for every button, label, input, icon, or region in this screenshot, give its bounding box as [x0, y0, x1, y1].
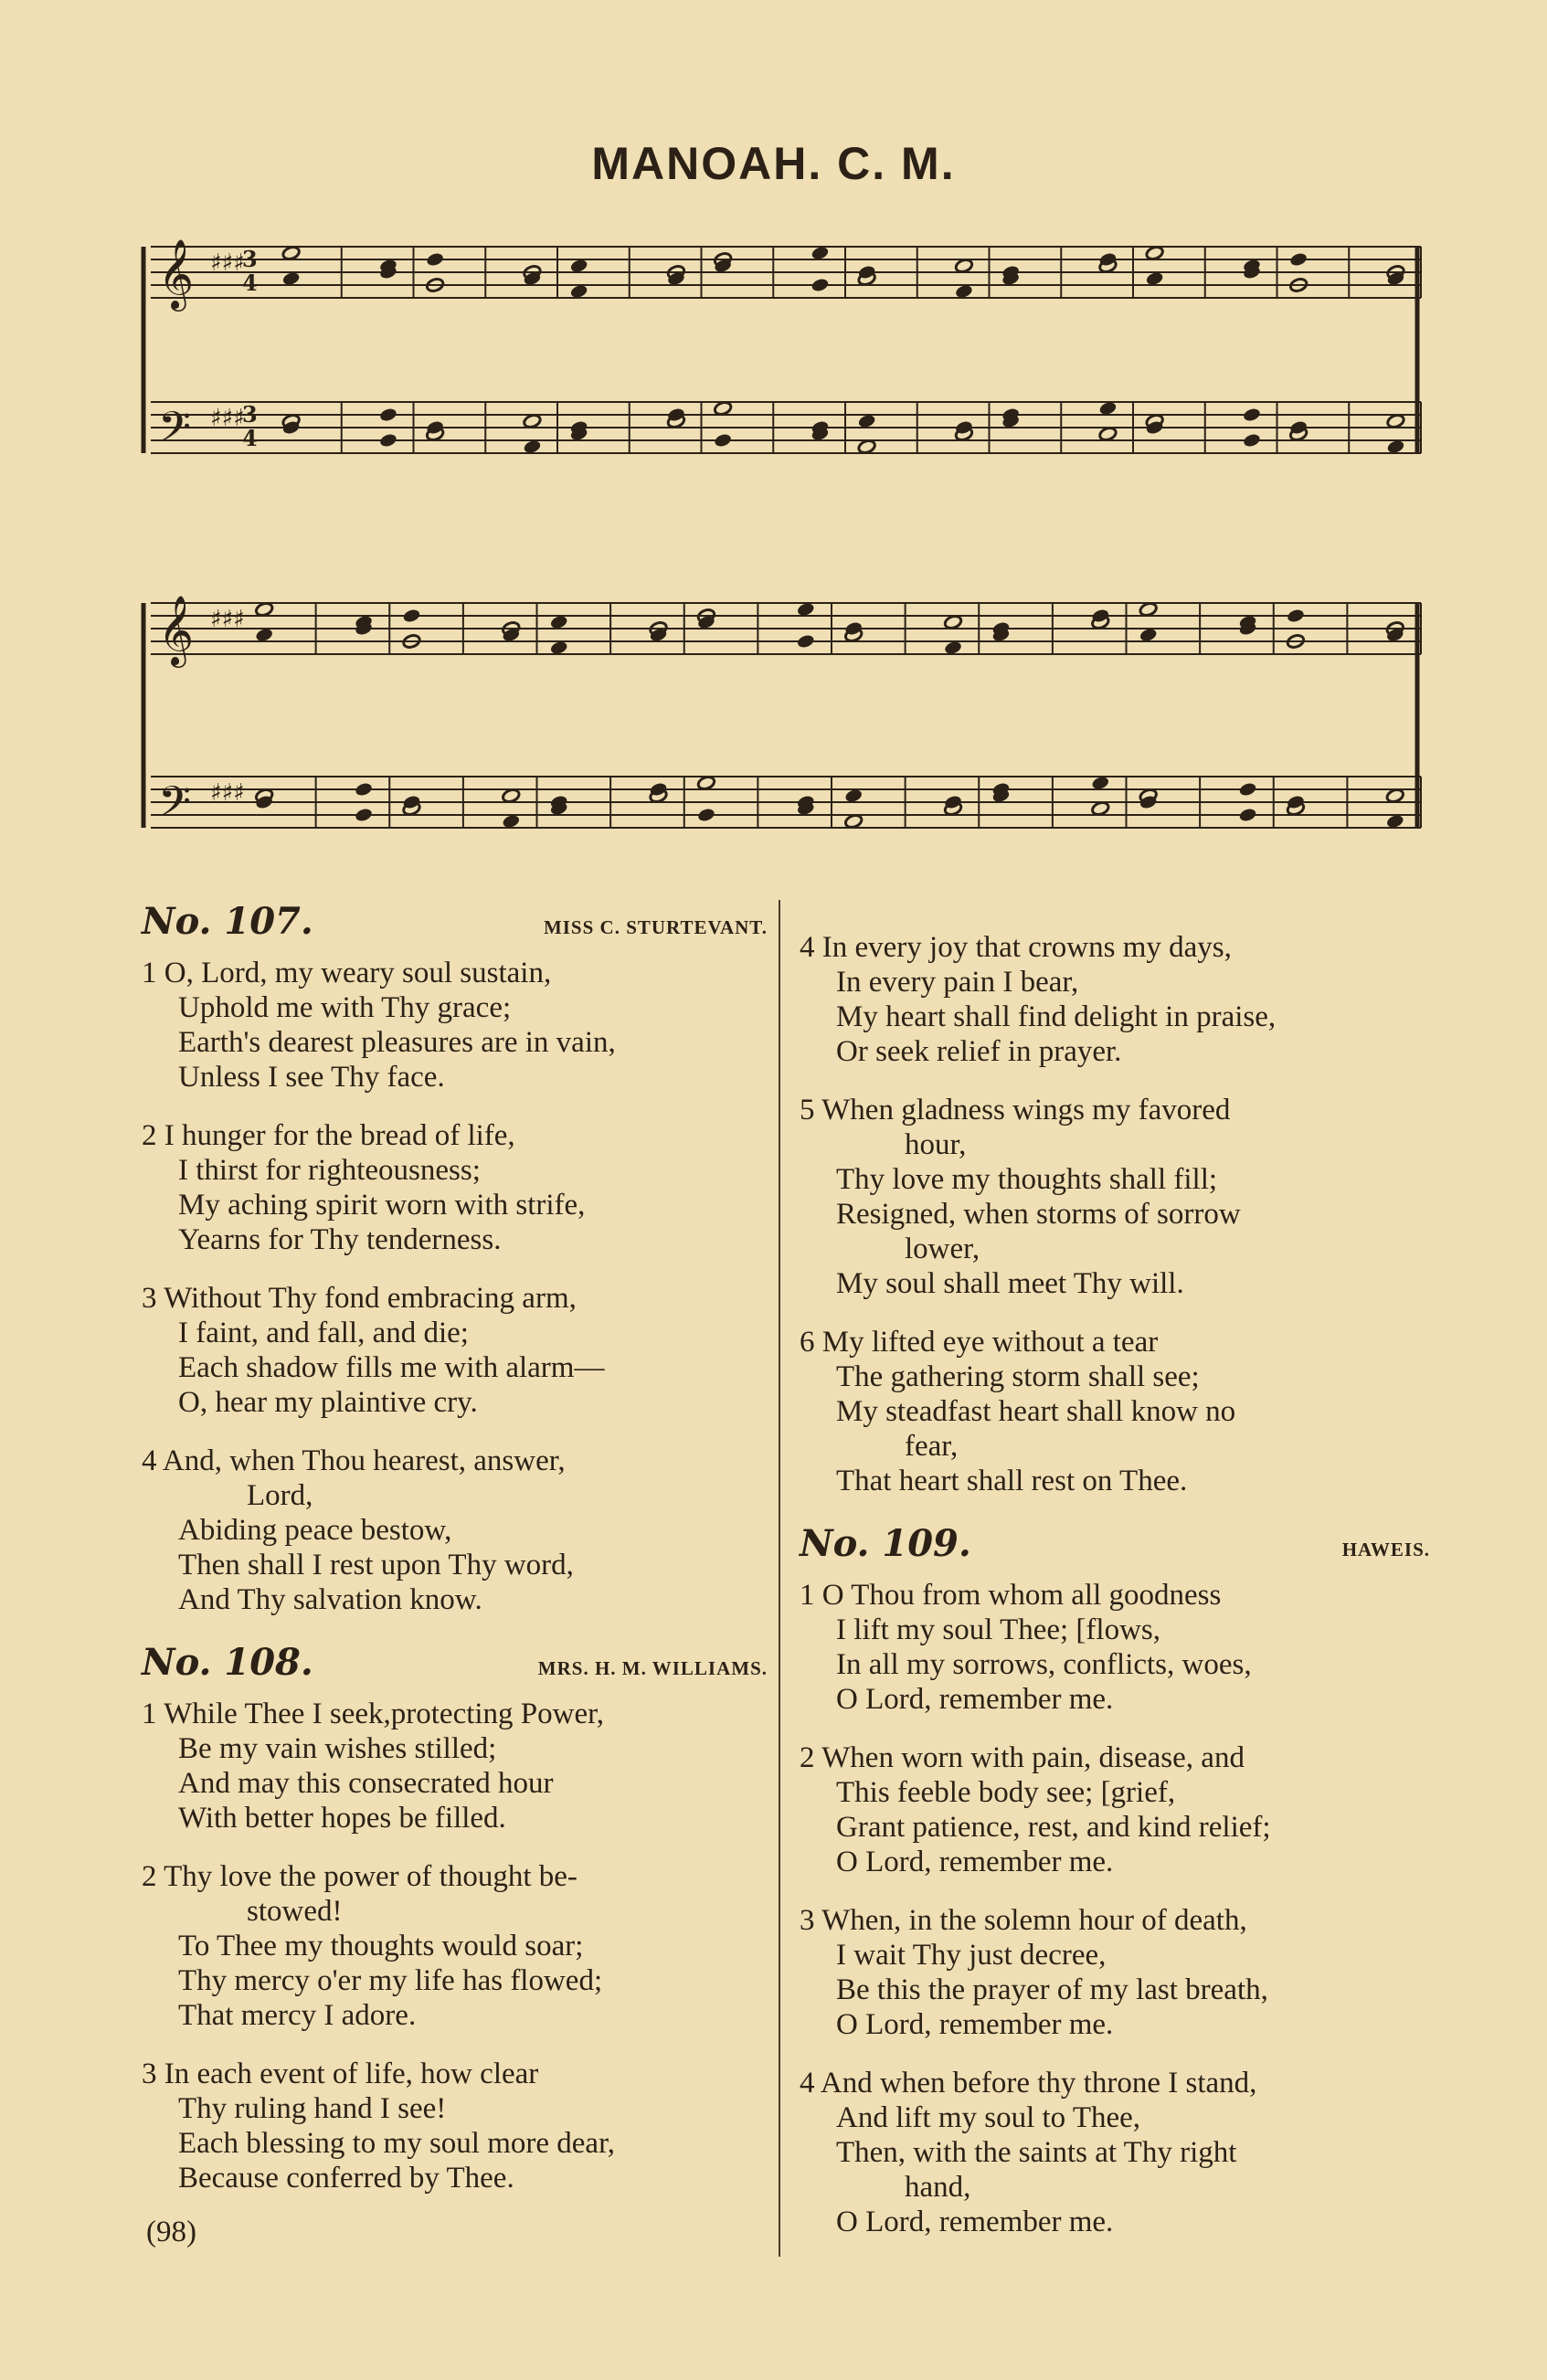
verse-line: The gathering storm shall see;	[836, 1360, 1200, 1393]
verse	[142, 956, 768, 1095]
note-head	[402, 608, 421, 623]
verse	[142, 1118, 768, 1257]
right-column	[800, 930, 1430, 2263]
verse-line: Resigned, when storms of sorrow	[836, 1198, 1241, 1231]
hymn-block	[800, 1522, 1430, 2239]
verse-line: Earth's dearest pleasures are in vain,	[178, 1026, 616, 1059]
verse-line: 2 Thy love the power of thought be-	[142, 1860, 577, 1893]
score-svg-1	[132, 210, 1430, 512]
verse-line: 5 When gladness wings my favored	[800, 1094, 1231, 1127]
hymn-heading	[142, 900, 768, 943]
svg-text:𝄞: 𝄞	[158, 595, 195, 665]
verse	[800, 1325, 1430, 1498]
verse-line: 6 My lifted eye without a tear	[800, 1326, 1159, 1359]
verse-line: Uphold me with Thy grace;	[178, 991, 512, 1024]
verse-line: Because conferred by Thee.	[178, 2162, 514, 2195]
verse-line: Each shadow fills me with alarm—	[178, 1351, 605, 1384]
note-head	[355, 781, 374, 797]
note-head	[378, 432, 397, 448]
verse-line: Be my vain wishes stilled;	[178, 1732, 497, 1765]
score-svg-2	[132, 566, 1430, 877]
verse-line: fear,	[905, 1430, 959, 1463]
verse	[800, 930, 1430, 1069]
verse-line: To Thee my thoughts would soar;	[178, 1930, 584, 1962]
verse	[800, 2066, 1430, 2239]
music-score-system-2	[132, 566, 1430, 877]
verse-line: Thy love my thoughts shall fill;	[836, 1163, 1218, 1196]
svg-text:𝄢: 𝄢	[158, 403, 192, 462]
verse-line: My steadfast heart shall know no	[836, 1395, 1236, 1428]
hymn-heading	[142, 1641, 768, 1684]
verse-line: And Thy salvation know.	[178, 1583, 482, 1616]
verse-line: Be this the prayer of my last breath,	[836, 1973, 1268, 2006]
verse-line: Abiding peace bestow,	[178, 1514, 452, 1547]
column-divider	[779, 900, 780, 2257]
page-title: MANOAH. C. M.	[591, 138, 956, 189]
verse	[142, 1444, 768, 1617]
verse-line: I wait Thy just decree,	[836, 1939, 1107, 1972]
verse-line: lower,	[905, 1232, 980, 1265]
verse-line: That mercy I adore.	[178, 1999, 417, 2032]
note-head	[714, 432, 733, 448]
verse-line: 1 While Thee I seek,protecting Power,	[142, 1698, 605, 1730]
verse	[800, 1903, 1430, 2042]
svg-text:♯♯♯: ♯♯♯	[210, 249, 245, 277]
verse-line: 3 When, in the solemn hour of death,	[800, 1904, 1247, 1937]
verse-line: 3 In each event of life, how clear	[142, 2057, 539, 2090]
svg-text:♯♯♯: ♯♯♯	[210, 606, 245, 633]
note-head	[796, 633, 815, 649]
verse	[142, 1859, 768, 2033]
verse-line: 2 When worn with pain, disease, and	[800, 1741, 1245, 1774]
note-head	[378, 407, 397, 422]
verse-line: hand,	[905, 2171, 971, 2204]
hymn-block	[142, 1641, 768, 2195]
note-head	[1242, 432, 1261, 448]
note-head	[1238, 807, 1257, 822]
verse-line: O, hear my plaintive cry.	[178, 1386, 478, 1419]
verse-line: I faint, and fall, and die;	[178, 1317, 469, 1349]
verse-line: 4 In every joy that crowns my days,	[800, 931, 1232, 964]
verse-line: O Lord, remember me.	[836, 1683, 1114, 1716]
hymn-number: No. 108.	[142, 1641, 313, 1684]
hymn-number: No. 109.	[800, 1522, 971, 1565]
music-score-system-1	[132, 210, 1430, 512]
verse-line: This feeble body see; [grief,	[836, 1776, 1176, 1809]
verse-line: hour,	[905, 1128, 967, 1161]
verse-line: My aching spirit worn with strife,	[178, 1189, 586, 1222]
verse	[142, 1697, 768, 1835]
svg-text:3: 3	[242, 401, 258, 428]
verse-line: And may this consecrated hour	[178, 1767, 554, 1800]
verse-line: Yearns for Thy tenderness.	[178, 1223, 502, 1256]
verse-line: 4 And, when Thou hearest, answer,	[142, 1444, 566, 1477]
svg-text:♯♯♯: ♯♯♯	[210, 779, 245, 807]
verse-line: O Lord, remember me.	[836, 2008, 1114, 2041]
verse-line: Or seek relief in prayer.	[836, 1035, 1122, 1068]
verse	[142, 2057, 768, 2195]
left-column	[142, 900, 768, 2219]
hymn-author: MRS. H. M. WILLIAMS.	[537, 1657, 768, 1679]
verse-line: 4 And when before thy throne I stand,	[800, 2067, 1257, 2100]
verse-line: Each blessing to my soul more dear,	[178, 2127, 615, 2160]
verse-line: Lord,	[247, 1479, 313, 1512]
verse-line: 1 O Thou from whom all goodness	[800, 1579, 1222, 1612]
note-head	[1238, 781, 1257, 797]
verse-line: 2 I hunger for the bread of life,	[142, 1119, 515, 1152]
verse-line: I lift my soul Thee; [flows,	[836, 1613, 1161, 1646]
svg-text:4: 4	[242, 425, 258, 451]
verse-line: O Lord, remember me.	[836, 1846, 1114, 1878]
svg-text:♯♯♯: ♯♯♯	[210, 405, 245, 432]
hymn-block	[142, 900, 768, 1617]
svg-text:3: 3	[242, 246, 258, 272]
hymn-author: MISS C. STURTEVANT.	[543, 916, 768, 938]
hymn-heading	[800, 1522, 1430, 1565]
verse-line: 1 O, Lord, my weary soul sustain,	[142, 957, 552, 989]
note-head	[426, 251, 445, 267]
verse	[800, 1578, 1430, 1717]
verse-line: And lift my soul to Thee,	[836, 2101, 1141, 2134]
verse	[800, 1740, 1430, 1879]
note-head	[811, 277, 830, 292]
svg-text:𝄢: 𝄢	[158, 777, 192, 837]
verse-line: In all my sorrows, conflicts, woes,	[836, 1648, 1252, 1681]
verse-line: In every pain I bear,	[836, 966, 1079, 999]
verse-line: I thirst for righteousness;	[178, 1154, 481, 1187]
verse-line: My soul shall meet Thy will.	[836, 1267, 1184, 1300]
svg-text:4: 4	[242, 270, 258, 296]
svg-text:𝄞: 𝄞	[158, 238, 195, 309]
verse-line: Then shall I rest upon Thy word,	[178, 1549, 574, 1581]
verse-line: O Lord, remember me.	[836, 2205, 1114, 2238]
verse-line: That heart shall rest on Thee.	[836, 1465, 1188, 1497]
verse-line: 3 Without Thy fond embracing arm,	[142, 1282, 577, 1315]
verse-line: stowed!	[247, 1895, 343, 1928]
verse-line: With better hopes be filled.	[178, 1802, 506, 1835]
note-head	[696, 807, 715, 822]
verse-line: Unless I see Thy face.	[178, 1061, 445, 1094]
verse-line: Thy ruling hand I see!	[178, 2092, 447, 2125]
verse-line: Grant patience, rest, and kind relief;	[836, 1811, 1271, 1844]
hymn-number: No. 107.	[142, 900, 313, 943]
verse	[800, 1093, 1430, 1301]
hymn-author: HAWEIS.	[1341, 1539, 1430, 1560]
verse-line: Thy mercy o'er my life has flowed;	[178, 1964, 603, 1997]
verse	[142, 1281, 768, 1420]
verse-line: Then, with the saints at Thy right	[836, 2136, 1237, 2169]
note-head	[1286, 608, 1305, 623]
page-number: (98)	[146, 2216, 196, 2248]
note-head	[355, 807, 374, 822]
note-head	[1242, 407, 1261, 422]
note-head	[1289, 251, 1309, 267]
verse-line: My heart shall find delight in praise,	[836, 1000, 1277, 1033]
